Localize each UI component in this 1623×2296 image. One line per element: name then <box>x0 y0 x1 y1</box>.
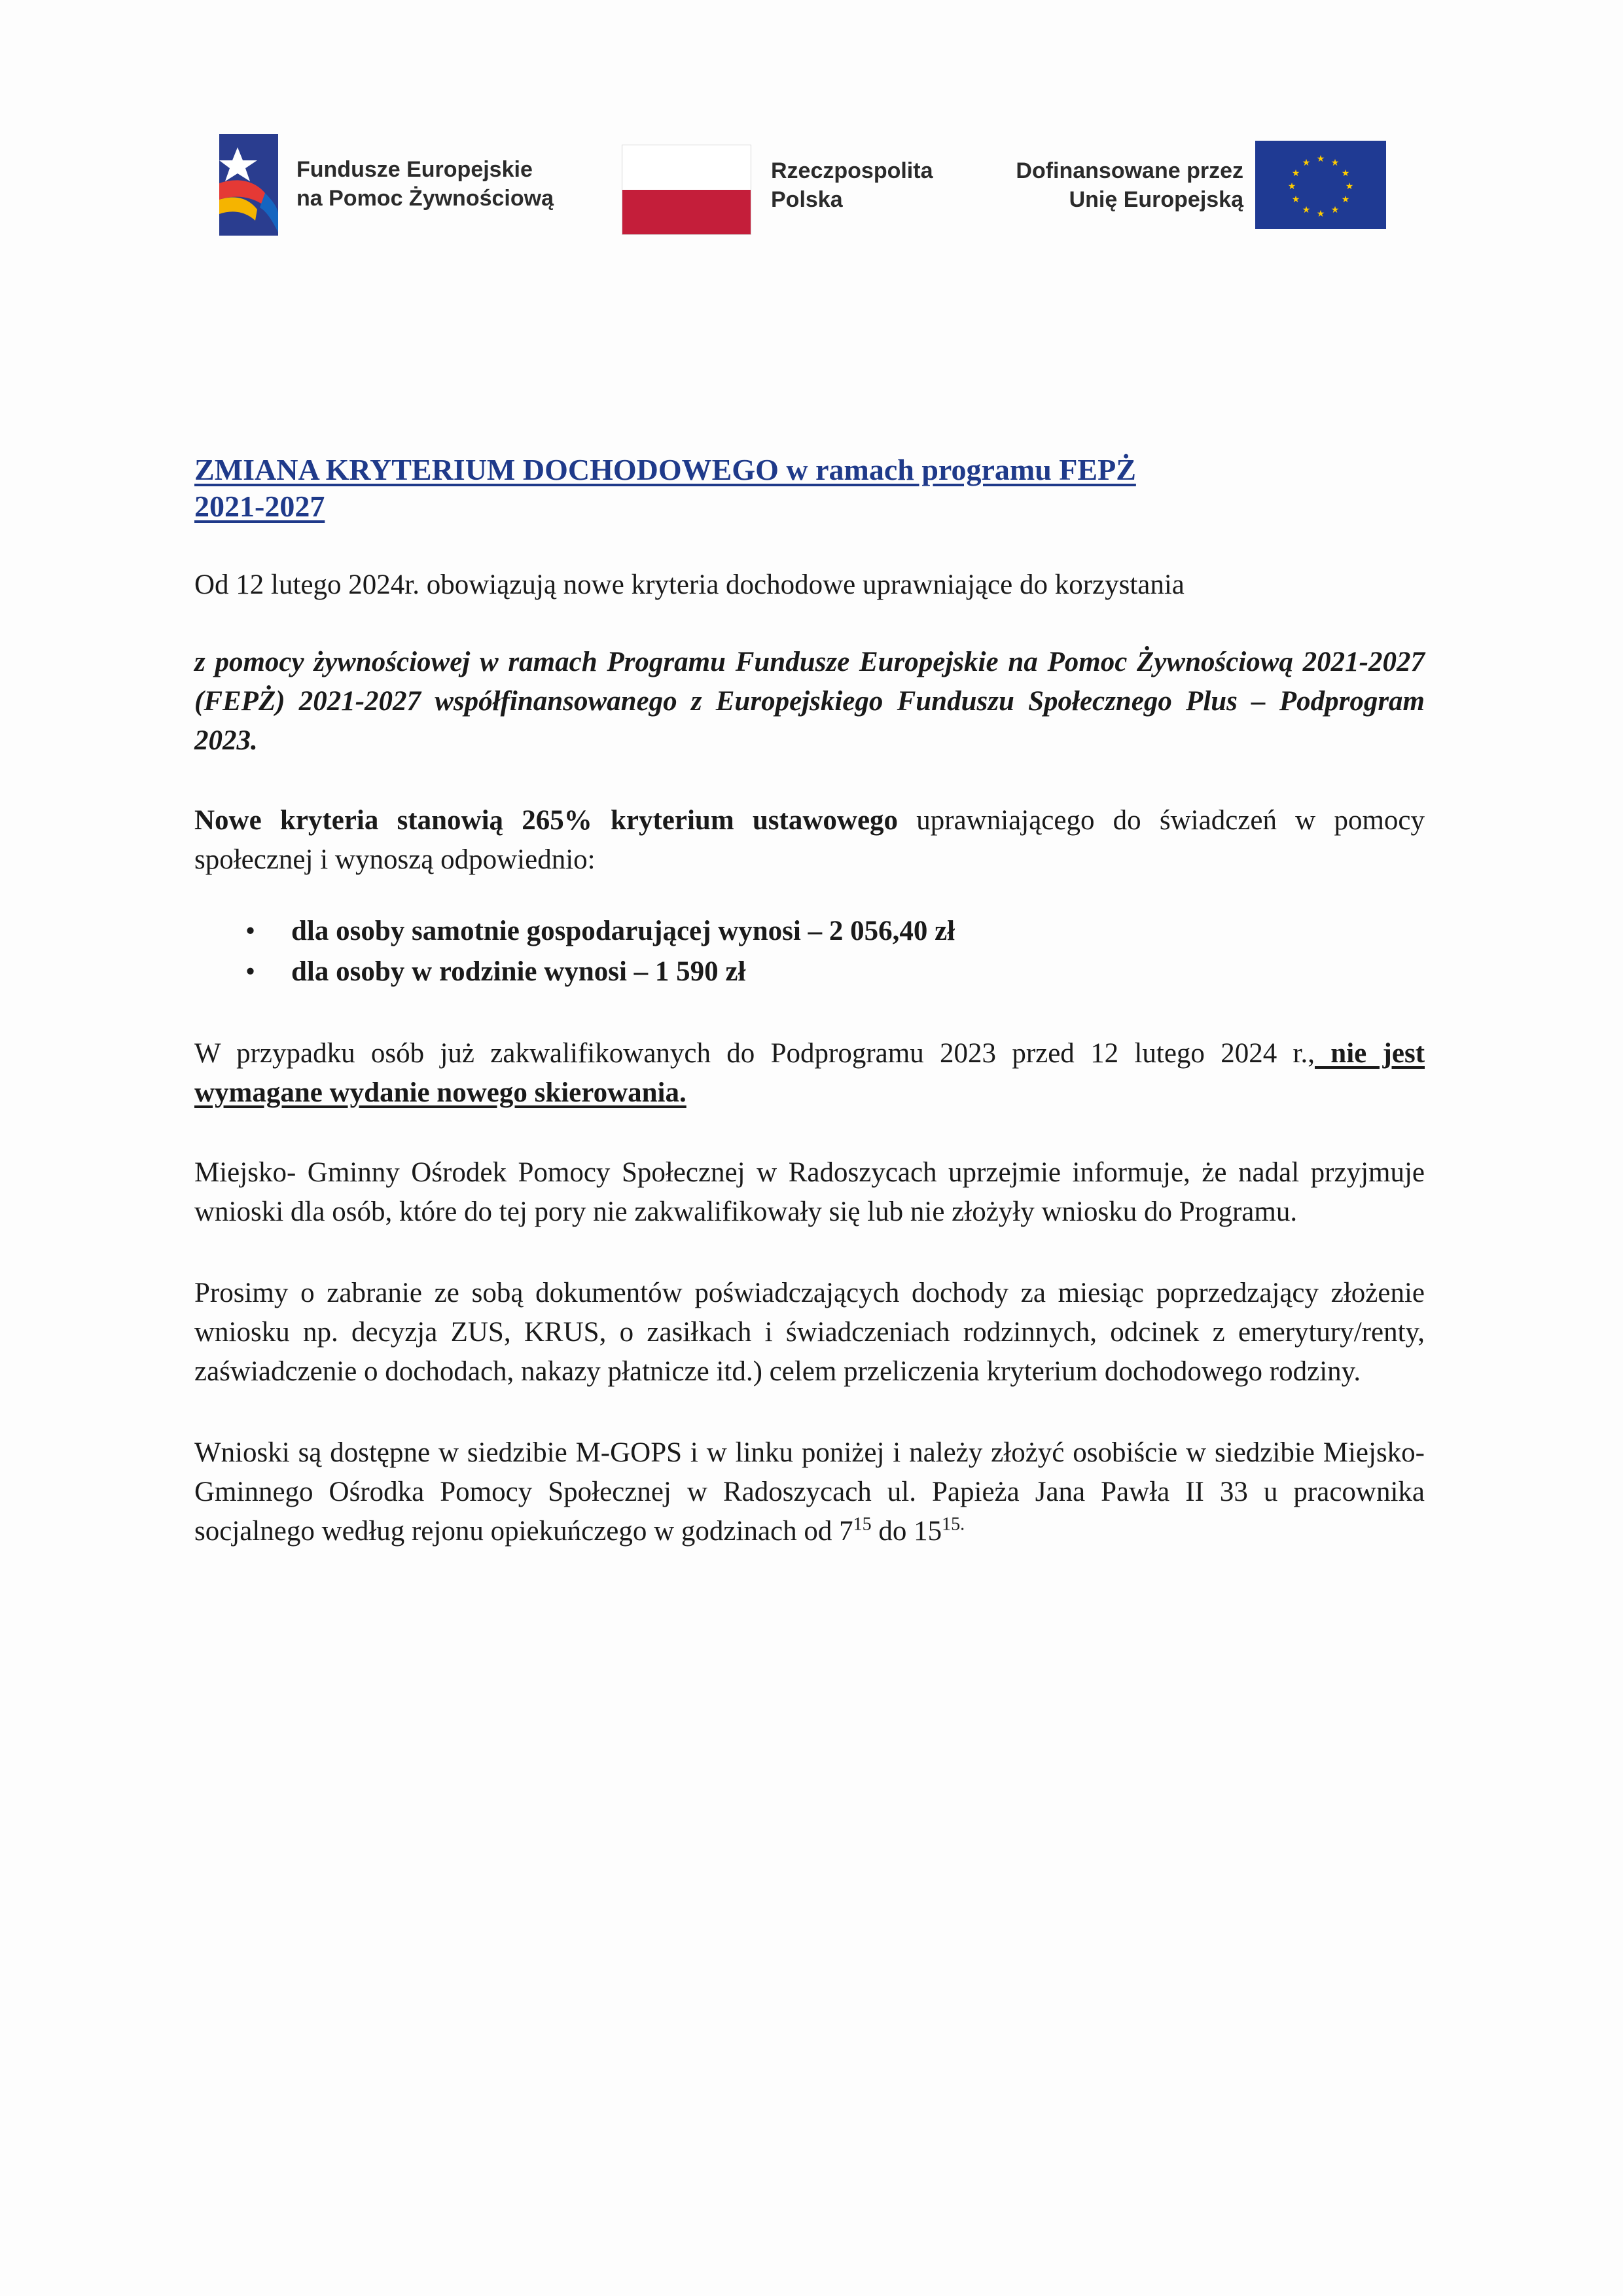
document-body <box>194 452 1425 1551</box>
title-line2: 2021-2027 <box>194 490 325 523</box>
bullet-icon: • <box>245 956 256 987</box>
svg-text:★: ★ <box>1341 194 1350 205</box>
hours-from-sup: 15 <box>853 1514 872 1535</box>
eu-logo-line2: Unię Europejską <box>1069 187 1243 212</box>
poland-logo-line1: Rzeczpospolita <box>771 158 933 183</box>
polish-flag-icon <box>622 145 751 235</box>
applications-text: Wnioski są dostępne w siedzibie M-GOPS i w linku poniżej i należy złożyć osobiście w siedzibie Miejsko-Gminnego Ośrodka Pomocy Społecznej w Radoszycach ul. Papieża Jana Pawła II 33 u pracownika socjalnego według rejonu opiekuńczego w godzinach od 7 <box>194 1437 1425 1547</box>
criteria-bold-text: Nowe kryteria stanowią 265% kryterium ustawowego <box>194 805 899 836</box>
svg-text:★: ★ <box>1316 209 1325 219</box>
fepz-logo-line2: na Pomoc Żywnościową <box>296 186 554 211</box>
svg-text:★: ★ <box>1291 194 1300 205</box>
documents-paragraph: Prosimy o zabranie ze sobą dokumentów poświadczających dochody za miesiąc poprzedzający złożenie wniosku np. decyzja ZUS, KRUS, o zasiłkach i świadczeniach rodzinnych, odcinek z emerytury/renty, zaświadczenie o dochodach, nakazy płatnicze itd.) celem przeliczenia kryterium dochodowego rodziny. <box>194 1278 1425 1387</box>
office-info-paragraph: Miejsko- Gminny Ośrodek Pomocy Społecznej w Radoszycach uprzejmie informuje, że nadal przyjmuje wnioski dla osób, które do tej pory nie zakwalifikowały się lub nie złożyły wniosku do Programu. <box>194 1157 1425 1227</box>
svg-text:★: ★ <box>1302 158 1311 168</box>
svg-text:★: ★ <box>1287 181 1296 192</box>
hours-to-sup: 15. <box>942 1514 965 1535</box>
qualified-paragraph <box>194 1034 1425 1113</box>
svg-text:★: ★ <box>1330 205 1340 215</box>
intro-paragraph: Od 12 lutego 2024r. obowiązują nowe kryteria dochodowe uprawniające do korzystania <box>194 569 1185 600</box>
eu-flag-icon <box>1255 141 1386 229</box>
eu-logo <box>995 138 1400 236</box>
bullet-text-family: dla osoby w rodzinie wynosi – 1 590 zł <box>291 956 746 987</box>
fepz-logo-line1: Fundusze Europejskie <box>296 157 533 182</box>
svg-text:★: ★ <box>1291 168 1300 179</box>
program-paragraph: z pomocy żywnościowej w ramach Programu Fundusze Europejskie na Pomoc Żywnościową 2021-2027 (FEPŻ) 2021-2027 współfinansowanego z Europejskiego Funduszu Społecznego Plus – Podprogram 2023. <box>194 647 1425 756</box>
poland-logo <box>622 141 988 232</box>
svg-text:★: ★ <box>1341 168 1350 179</box>
list-item <box>194 911 1425 952</box>
header-logos <box>0 134 1623 232</box>
criteria-list <box>194 911 1425 992</box>
svg-text:★: ★ <box>1302 205 1311 215</box>
svg-text:★: ★ <box>1316 154 1325 164</box>
fepz-star-icon <box>219 134 278 236</box>
title-line1: ZMIANA KRYTERIUM DOCHODOWEGO w ramach programu FEPŻ <box>194 453 1136 486</box>
criteria-paragraph <box>194 801 1425 880</box>
svg-text:★: ★ <box>1330 158 1340 168</box>
bullet-text-single: dla osoby samotnie gospodarującej wynosi – 2 056,40 zł <box>291 916 955 946</box>
criteria-rest-text: uprawniającego do świadczeń w pomocy społecznej i wynoszą odpowiednio: <box>194 805 1425 875</box>
poland-logo-line2: Polska <box>771 187 843 212</box>
qualified-bold-text: nie jest wymagane wydanie nowego skierowania. <box>194 1038 1425 1108</box>
svg-text:★: ★ <box>1345 181 1354 192</box>
hours-mid: do 15 <box>871 1516 942 1547</box>
document-title <box>194 452 1425 525</box>
fepz-logo <box>219 134 586 239</box>
eu-logo-line1: Dofinansowane przez <box>1016 158 1243 183</box>
list-item <box>194 952 1425 992</box>
qualified-text: W przypadku osób już zakwalifikowanych do Podprogramu 2023 przed 12 lutego 2024 r., <box>194 1038 1315 1069</box>
bullet-icon: • <box>245 916 256 946</box>
applications-paragraph <box>194 1433 1425 1551</box>
